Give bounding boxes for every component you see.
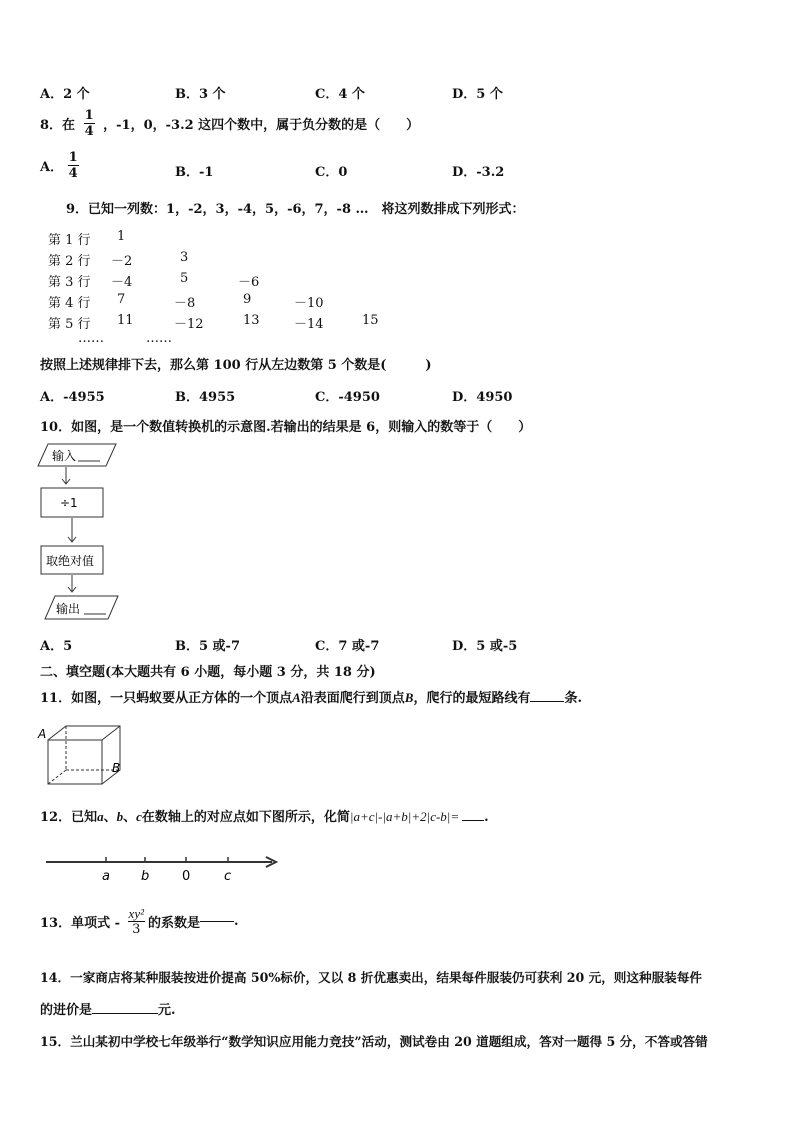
q9-row-5-val-3: 13 xyxy=(243,313,260,328)
q9-row-1-label: 第 1 行 xyxy=(48,233,91,248)
q8-suffix: ，-1，0，-3.2 这四个数中，属于负分数的是（ ） xyxy=(103,118,420,133)
q13-prefix: 13．单项式 - xyxy=(40,916,121,931)
section-fill-in-heading: 二、填空题(本大题共有 6 小题，每小题 3 分，共 18 分) xyxy=(40,665,376,680)
q8-option-a-num: 1 xyxy=(68,150,78,165)
axis-label-b: b xyxy=(141,869,150,884)
q8-fraction xyxy=(84,108,95,139)
q9-row-4-val-2: －8 xyxy=(174,296,196,311)
q10-question: 10．如图，是一个数值转换机的示意图.若输出的结果是 6，则输入的数等于（ ） xyxy=(40,420,532,435)
q13-end: . xyxy=(234,914,239,929)
q12-sep-1: 、 xyxy=(103,810,117,825)
q11-answer-blank[interactable] xyxy=(530,701,564,702)
q8-option-a-label: A． xyxy=(40,160,64,175)
q14-answer-blank[interactable] xyxy=(92,1013,158,1014)
q9-row-3-val-3: －6 xyxy=(238,275,260,290)
q9-row-5-label: 第 5 行 xyxy=(48,317,91,332)
q12-question xyxy=(40,806,489,825)
q11-text-before: 11．如图，一只蚂蚁要从正方体的一个顶点 xyxy=(40,691,293,706)
q7-option-b: B．3 个 xyxy=(175,87,226,102)
q9-row-3-label: 第 3 行 xyxy=(48,275,91,290)
q9-option-a: A．-4955 xyxy=(40,390,105,405)
q7-option-d: D．5 个 xyxy=(452,87,503,102)
flow-input-box xyxy=(38,444,116,466)
q13-answer-blank[interactable] xyxy=(200,921,234,922)
q8-option-a-fraction xyxy=(68,150,79,181)
q7-option-a: A．2 个 xyxy=(40,87,90,102)
q8-prefix: 8．在 xyxy=(40,118,76,133)
q12-prefix: 12．已知 xyxy=(40,810,98,825)
axis-label-a: a xyxy=(102,869,110,884)
q13-fraction xyxy=(128,906,145,937)
q11-text-after: ，爬行的最短路线有 xyxy=(413,691,531,706)
cube-hidden-diagonal xyxy=(48,770,66,784)
q12-end: . xyxy=(484,810,489,825)
q9-row-2-label: 第 2 行 xyxy=(48,254,91,269)
q9-row-5-val-4: －14 xyxy=(294,317,324,332)
q8-question xyxy=(40,108,419,139)
q9-row-4-val-3: 9 xyxy=(243,292,252,307)
q8-option-b: B．-1 xyxy=(175,165,214,180)
q10-option-d: D．5 或-5 xyxy=(452,639,518,654)
q9-row-2-val-2: 3 xyxy=(180,250,189,265)
q9-option-c: C．-4950 xyxy=(315,390,380,405)
q14-line-2-before: 的进价是 xyxy=(40,1003,93,1018)
q8-option-d: D．-3.2 xyxy=(452,165,505,180)
q12-mid: 在数轴上的对应点如下图所示，化简 xyxy=(141,810,350,825)
q10-flowchart xyxy=(30,440,130,626)
q14-line-1: 14．一家商店将某种服装按进价提高 50%标价，又以 8 折优惠卖出，结果每件服装仍可获利 20 元，则这种服装每件 xyxy=(40,970,702,985)
q9-option-b: B．4955 xyxy=(175,390,236,405)
q9-row-3-val-2: 5 xyxy=(180,271,189,286)
q9-row-5-val-1: 11 xyxy=(117,313,134,328)
q12-answer-blank[interactable] xyxy=(462,820,484,821)
flow-input-label: 输入 xyxy=(52,449,77,463)
axis-label-c: c xyxy=(224,869,232,884)
q10-option-c: C．7 或-7 xyxy=(315,639,380,654)
q12-var-c: c xyxy=(136,809,142,824)
q14-line-2-after: 元. xyxy=(158,1003,176,1018)
flow-output-label: 输出 xyxy=(56,602,81,616)
cube-label-a: A xyxy=(38,727,47,741)
q14-line-2 xyxy=(40,999,176,1018)
q11-text-mid: 沿表面爬行到顶点 xyxy=(300,691,405,706)
q9-row-2-val-1: －2 xyxy=(111,254,133,269)
q13-frac-num: xy² xyxy=(128,906,144,921)
q11-cube-figure xyxy=(36,722,132,788)
q9-row-5-val-5: 15 xyxy=(362,313,379,328)
q8-frac-den: 4 xyxy=(84,124,94,139)
q9-row-4-label: 第 4 行 xyxy=(48,296,91,311)
q8-frac-num: 1 xyxy=(84,108,94,123)
q11-text-end: 条. xyxy=(564,691,582,706)
q13-suffix: 的系数是 xyxy=(147,916,200,931)
q12-sep-2: 、 xyxy=(123,810,137,825)
q9-row-4-val-4: －10 xyxy=(294,296,324,311)
q9-row-1-val-1: 1 xyxy=(117,229,126,244)
flow-abs-label: 取绝对值 xyxy=(46,554,95,568)
q7-option-c: C．4 个 xyxy=(315,87,365,102)
q11-question xyxy=(40,687,582,706)
q13-frac-den: 3 xyxy=(132,922,141,937)
q8-option-c: C．0 xyxy=(315,165,348,180)
q8-option-a-den: 4 xyxy=(68,166,78,181)
q9-sub-question: 按照上述规律排下去，那么第 100 行从左边数第 5 个数是( ) xyxy=(40,358,432,373)
cube-top-right-edge xyxy=(102,726,120,740)
q10-option-b: B．5 或-7 xyxy=(175,639,241,654)
q8-option-a xyxy=(40,150,79,181)
q9-dots-1: …… xyxy=(78,331,104,346)
q9-row-5-val-2: －12 xyxy=(174,317,204,332)
q10-option-a: A．5 xyxy=(40,639,73,654)
q11-var-a: A xyxy=(292,690,301,705)
q9-row-3-val-1: －4 xyxy=(111,275,133,290)
q13-question xyxy=(40,906,239,937)
axis-label-0: 0 xyxy=(182,869,191,884)
q15-line-1: 15．兰山某初中学校七年级举行“数学知识应用能力竞技”活动，测试卷由 20 道题组成，答对一题得 5 分，不答或答错 xyxy=(40,1034,708,1049)
q11-var-b: B xyxy=(404,690,414,705)
q9-option-d: D．4950 xyxy=(452,390,513,405)
q12-expression: |a+c|-|a+b|+2|c-b|= xyxy=(349,809,460,824)
q9-question: 9．已知一列数：1，-2，3，-4，5，-6，7，-8 … 将这列数排成下列形式： xyxy=(66,202,525,217)
q12-var-b: b xyxy=(116,809,124,824)
q12-number-line xyxy=(44,850,284,886)
q9-row-4-val-1: 7 xyxy=(117,292,126,307)
cube-label-b: B xyxy=(112,761,121,775)
q12-var-a: a xyxy=(97,809,104,824)
flow-op-label: ÷1 xyxy=(60,496,78,510)
q9-dots-2: …… xyxy=(146,331,172,346)
